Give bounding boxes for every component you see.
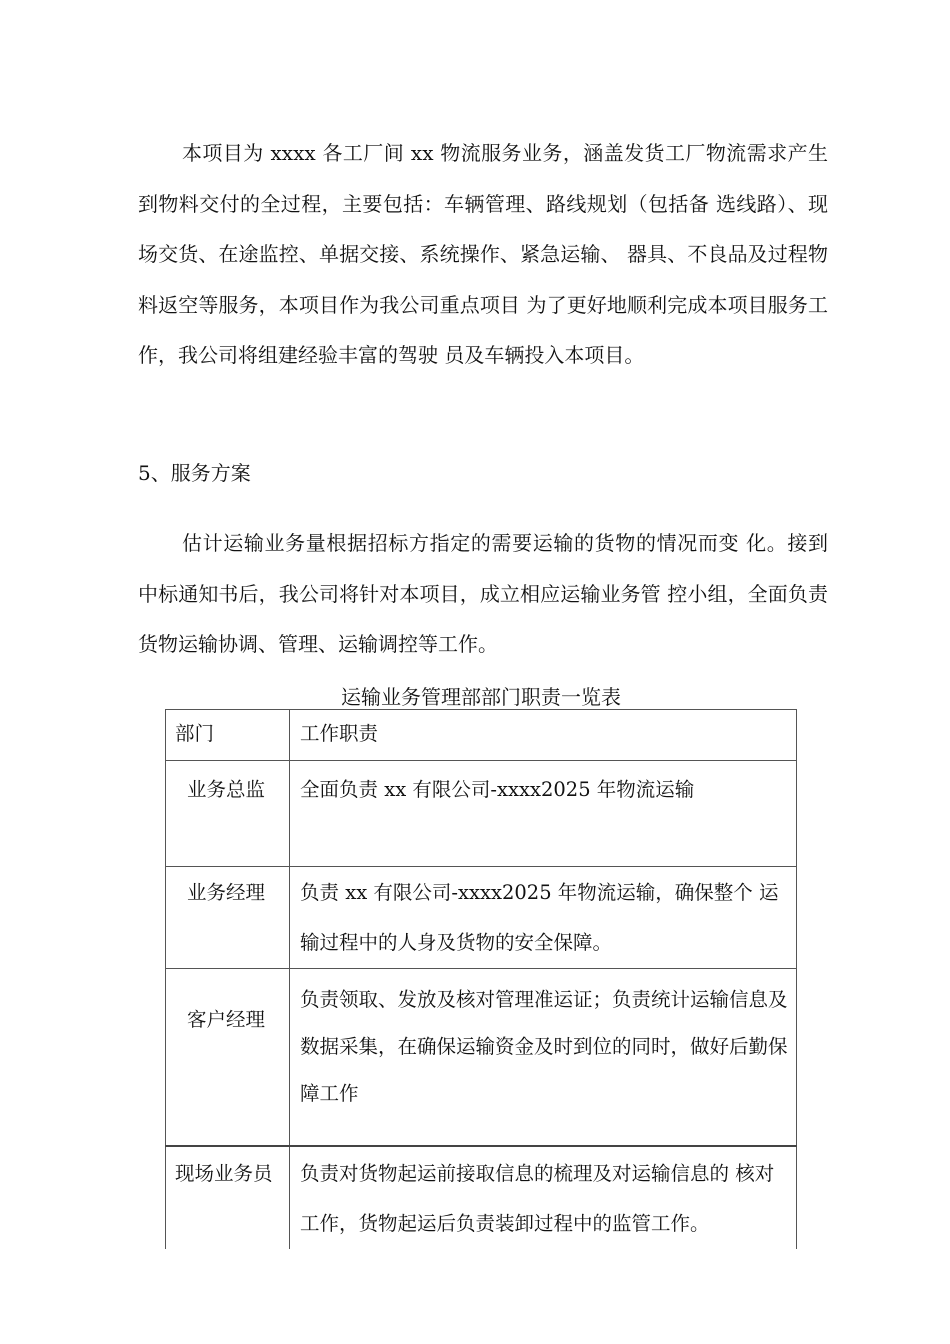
header-duty-cell	[290, 710, 797, 761]
service-plan-paragraph: 估计运输业务量根据招标方指定的需要运输的货物的情况而变 化。接到中标通知书后，我公司将针对本项目，成立相应运输业务管 控小组，全面负责货物运输协调、管理、运输调控等工作。	[138, 531, 828, 656]
table-row	[166, 761, 797, 867]
duty-cell	[290, 969, 797, 1147]
dept-cell	[166, 969, 290, 1147]
project-overview-paragraph: 本项目为 xxxx 各工厂间 xx 物流服务业务，涵盖发货工厂物流需求产生到物料交付的全过程，主要包括：车辆管理、路线规划（包括备 选线路）、现场交货、在途监控、单据交接、系统操作、紧急运输、 器具、不良品及过程物料返空等服务，本项目作为我公司重点项目 为了更好地顺利完成本项目服务工作，我公司将组建经验丰富的驾驶 员及车辆投入本项目。	[138, 141, 828, 367]
table-row	[166, 1146, 797, 1249]
duty-text: 负责 xx 有限公司-xxxx2025 年物流运输，确保整个 运输过程中的人身及货物的安全保障。	[300, 881, 779, 954]
table-header-row	[166, 710, 797, 761]
duty-cell	[290, 1146, 797, 1249]
responsibility-table	[165, 709, 797, 1249]
duty-text: 负责对货物起运前接取信息的梳理及对运输信息的 核对工作，货物起运后负责装卸过程中的监管工作。	[300, 1162, 775, 1235]
duty-cell	[290, 867, 797, 969]
table-row	[166, 969, 797, 1147]
dept-cell	[166, 867, 290, 969]
header-dept-label: 部门	[175, 722, 215, 745]
header-duty-label: 工作职责	[300, 722, 379, 745]
dept-name: 客户经理	[187, 1008, 266, 1031]
table-caption: 运输业务管理部部门职责一览表	[341, 685, 621, 709]
section-heading-service-plan: 5、服务方案	[138, 461, 251, 485]
header-dept-cell	[166, 710, 290, 761]
dept-cell	[166, 1146, 290, 1249]
duty-cell	[290, 761, 797, 867]
table-row	[166, 867, 797, 969]
duty-text: 全面负责 xx 有限公司-xxxx2025 年物流运输	[300, 778, 695, 801]
dept-cell	[166, 761, 290, 867]
dept-name: 现场业务员	[175, 1162, 273, 1185]
dept-name: 业务总监	[187, 778, 266, 801]
duty-text: 负责领取、发放及核对管理准运证；负责统计运输信息及数据采集，在确保运输资金及时到位的同时，做好后勤保障工作	[300, 988, 788, 1105]
dept-name: 业务经理	[187, 881, 266, 904]
